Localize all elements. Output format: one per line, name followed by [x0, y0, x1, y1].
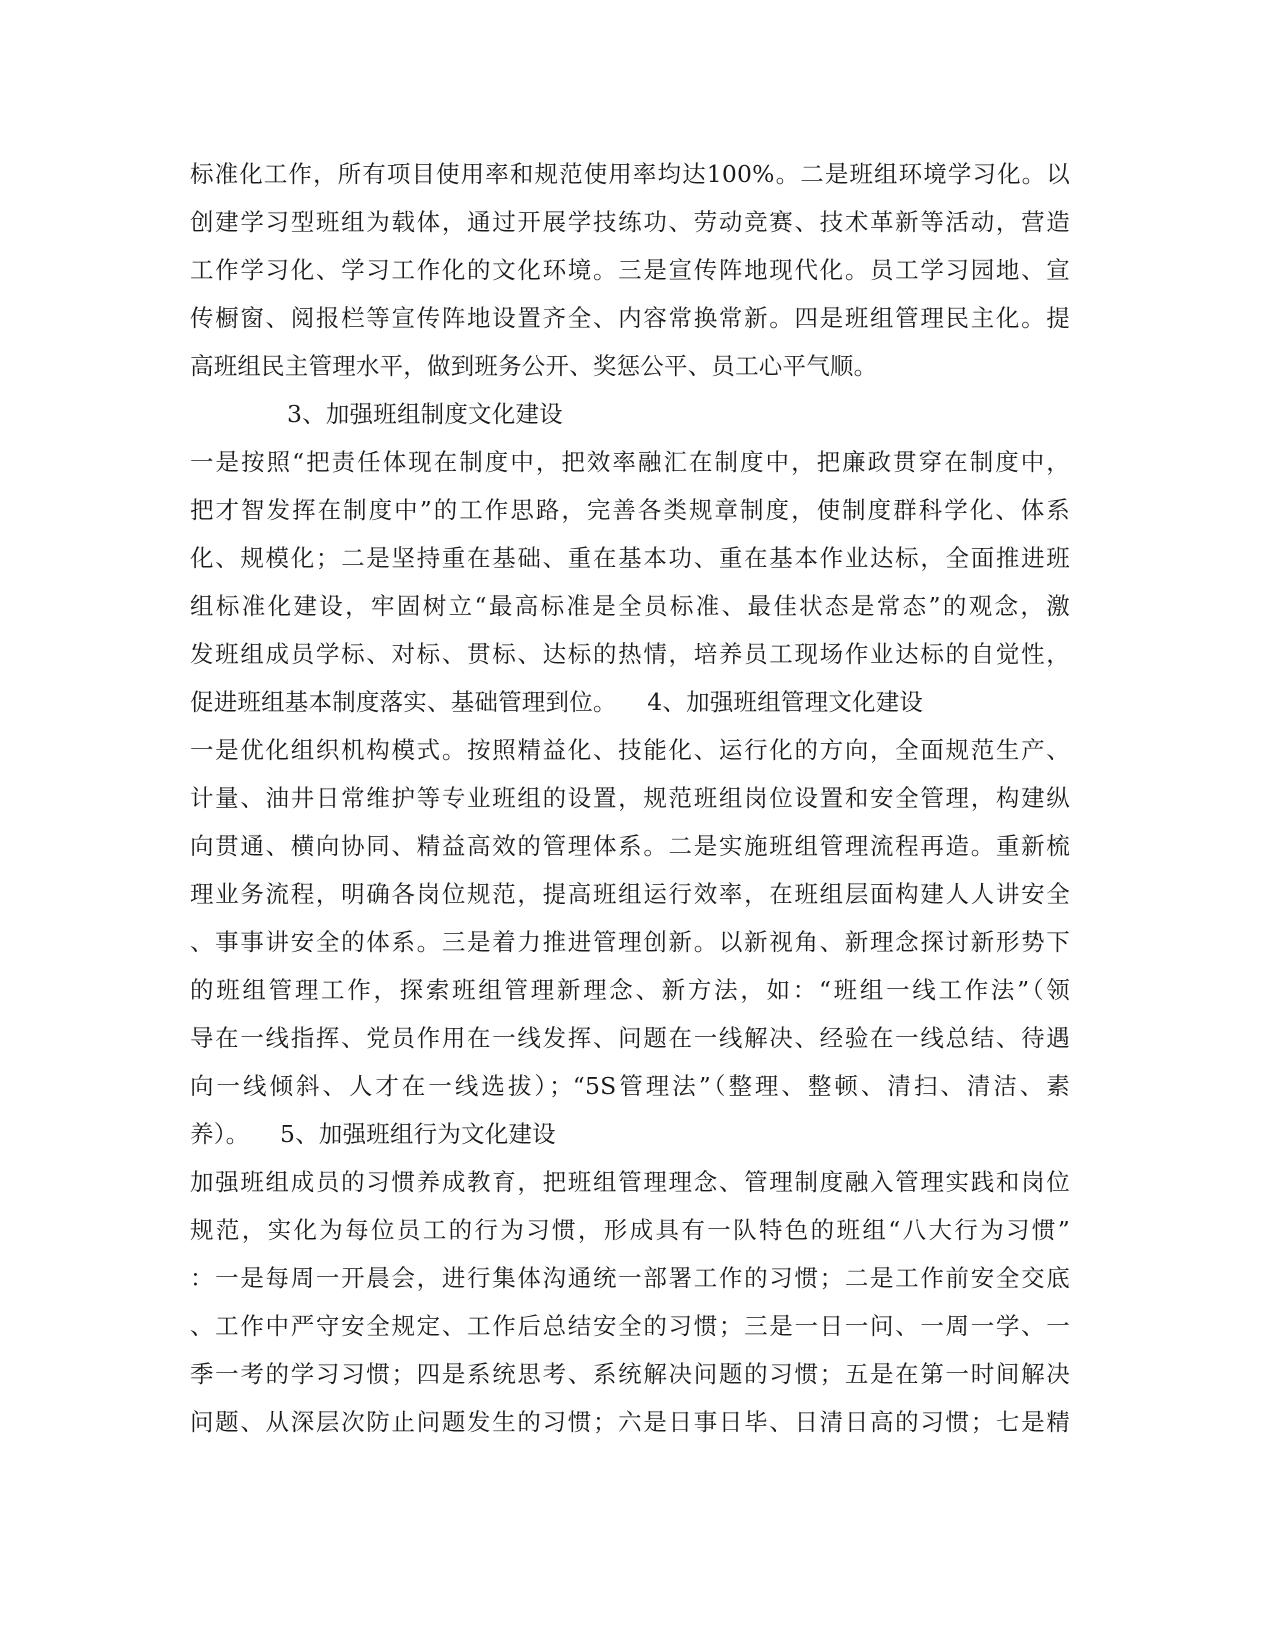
section-heading: 3、加强班组制度文化建设	[287, 400, 563, 428]
text-line: 创建学习型班组为载体，通过开展学技练功、劳动竞赛、技术革新等活动，营造	[190, 208, 1070, 236]
text-line: 向一线倾斜、人才在一线选拔）；“5S管理法”（整理、整顿、清扫、清洁、素	[190, 1072, 1070, 1100]
text-line: 计量、油井日常维护等专业班组的设置，规范班组岗位设置和安全管理，构建纵	[190, 784, 1070, 812]
text-line: 加强班组成员的习惯养成教育，把班组管理理念、管理制度融入管理实践和岗位	[190, 1168, 1070, 1196]
text-line: 工作学习化、学习工作化的文化环境。三是宣传阵地现代化。员工学习园地、宣	[190, 256, 1070, 284]
text-line: 化、规模化；二是坚持重在基础、重在基本功、重在基本作业达标，全面推进班	[190, 544, 1070, 572]
text-line: 促进班组基本制度落实、基础管理到位。 4、加强班组管理文化建设	[190, 688, 924, 716]
text-line: 养）。 5、加强班组行为文化建设	[190, 1120, 556, 1148]
text-line: 导在一线指挥、党员作用在一线发挥、问题在一线解决、经验在一线总结、待遇	[190, 1024, 1070, 1052]
text-line: 、工作中严守安全规定、工作后总结安全的习惯；三是一日一问、一周一学、一	[190, 1312, 1070, 1340]
text-line: 把才智发挥在制度中”的工作思路，完善各类规章制度，使制度群科学化、体系	[190, 496, 1070, 524]
text-line: 季一考的学习习惯；四是系统思考、系统解决问题的习惯；五是在第一时间解决	[190, 1360, 1070, 1388]
text-line: 高班组民主管理水平，做到班务公开、奖惩公平、员工心平气顺。	[190, 352, 878, 380]
text-line: 规范，实化为每位员工的行为习惯，形成具有一队特色的班组“八大行为习惯”	[190, 1216, 1070, 1244]
text-line: 问题、从深层次防止问题发生的习惯；六是日事日毕、日清日高的习惯；七是精	[190, 1408, 1070, 1436]
text-line: ：一是每周一开晨会，进行集体沟通统一部署工作的习惯；二是工作前安全交底	[190, 1264, 1070, 1292]
text-line: 的班组管理工作，探索班组管理新理念、新方法，如：“班组一线工作法”（领	[190, 976, 1070, 1004]
text-line: 组标准化建设，牢固树立“最高标准是全员标准、最佳状态是常态”的观念，激	[190, 592, 1070, 620]
text-line: 理业务流程，明确各岗位规范，提高班组运行效率，在班组层面构建人人讲安全	[190, 880, 1070, 908]
text-line: 一是优化组织机构模式。按照精益化、技能化、运行化的方向，全面规范生产、	[190, 736, 1070, 764]
text-line: 一是按照“把责任体现在制度中，把效率融汇在制度中，把廉政贯穿在制度中，	[190, 448, 1070, 476]
text-line: 、事事讲安全的体系。三是着力推进管理创新。以新视角、新理念探讨新形势下	[190, 928, 1070, 956]
text-line: 向贯通、横向协同、精益高效的管理体系。二是实施班组管理流程再造。重新梳	[190, 832, 1070, 860]
text-line: 发班组成员学标、对标、贯标、达标的热情，培养员工现场作业达标的自觉性，	[190, 640, 1070, 668]
text-line: 传橱窗、阅报栏等宣传阵地设置齐全、内容常换常新。四是班组管理民主化。提	[190, 304, 1070, 332]
text-line: 标准化工作，所有项目使用率和规范使用率均达100%。二是班组环境学习化。以	[190, 160, 1070, 188]
